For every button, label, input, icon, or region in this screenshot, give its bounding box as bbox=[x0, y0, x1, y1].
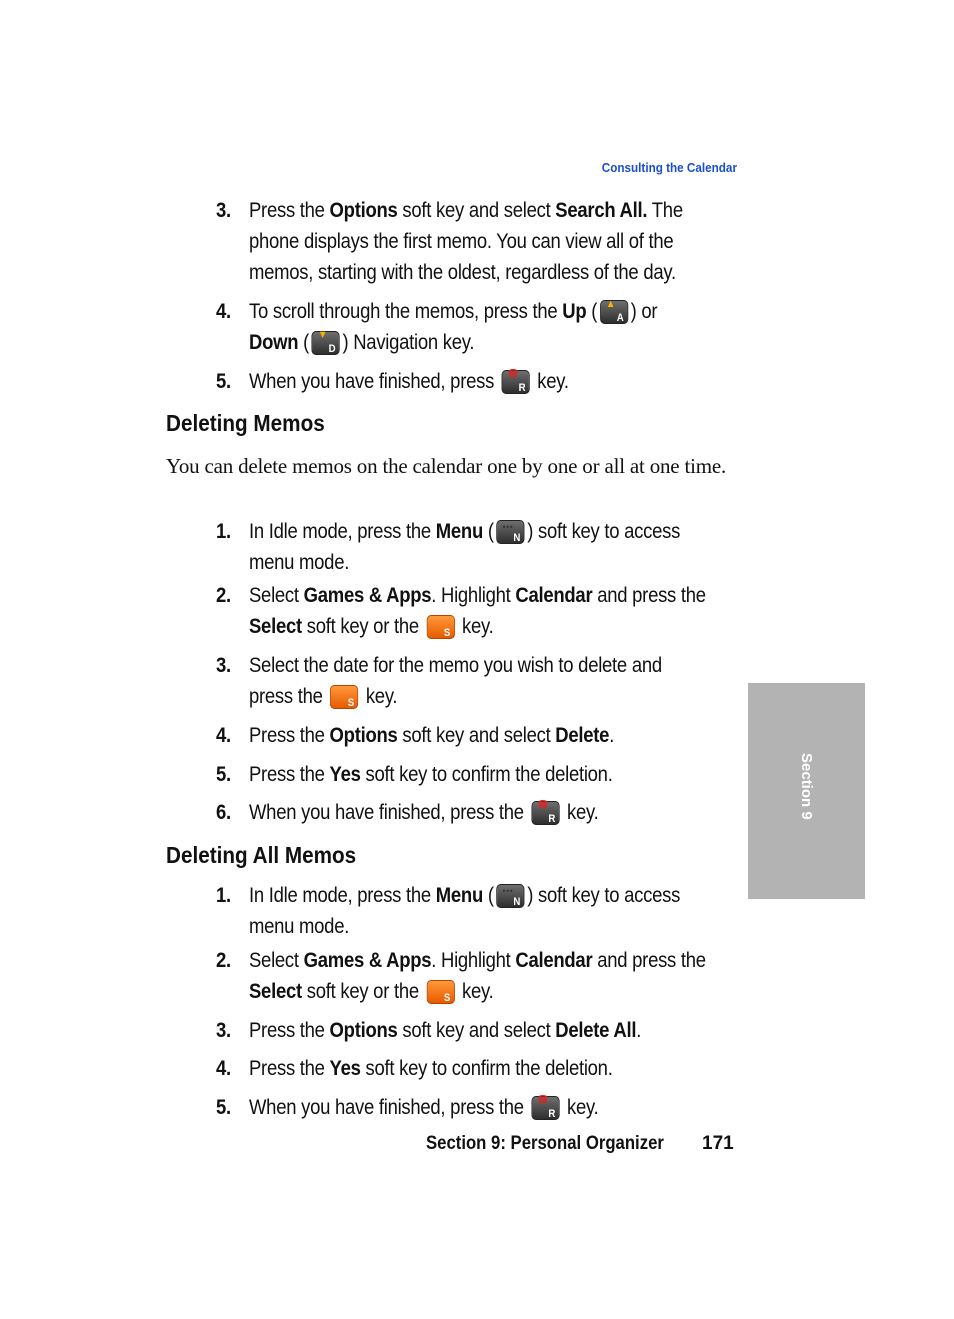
side-tab-label: Section 9 bbox=[798, 753, 815, 820]
step-number: 5. bbox=[216, 763, 231, 786]
step-number: 3. bbox=[216, 654, 231, 677]
end-key-icon: R ☎ bbox=[531, 1096, 559, 1120]
step-number: 3. bbox=[216, 1019, 231, 1042]
step-text-line: Press the Options soft key and select Delete All. bbox=[249, 1019, 642, 1042]
step-text-line: menu mode. bbox=[249, 915, 350, 938]
step-number: 4. bbox=[216, 300, 231, 323]
step-text-line: Select the date for the memo you wish to delete and bbox=[249, 654, 662, 677]
step-number: 1. bbox=[216, 884, 231, 907]
step-number: 5. bbox=[216, 370, 231, 393]
step-text-line: Select Games & Apps. Highlight Calendar and press the bbox=[249, 584, 706, 607]
down-key-icon: D ▼ bbox=[312, 331, 340, 355]
step-text-line: To scroll through the memos, press the Up ( A ▲ ) or bbox=[249, 298, 658, 325]
step-text-line: When you have finished, press the R ☎ key. bbox=[249, 1094, 599, 1121]
ok-key-icon: S bbox=[426, 615, 454, 639]
step-text-line: Press the Options soft key and select Delete. bbox=[249, 724, 615, 747]
step-text-line: phone displays the first memo. You can view all of the bbox=[249, 230, 674, 253]
step-text-line: Press the Yes soft key to confirm the deletion. bbox=[249, 763, 613, 786]
step-number: 6. bbox=[216, 801, 231, 824]
menu-key-icon: ••• N bbox=[496, 884, 524, 908]
step-text-line: Select soft key or the S key. bbox=[249, 615, 494, 640]
step-text-line: Press the Options soft key and select Search All. The bbox=[249, 199, 683, 222]
end-key-icon: R ☎ bbox=[502, 370, 530, 394]
step-text-line: press the S key. bbox=[249, 685, 398, 710]
step-text-line: memos, starting with the oldest, regardless of the day. bbox=[249, 261, 676, 284]
step-text-line: Select Games & Apps. Highlight Calendar and press the bbox=[249, 949, 706, 972]
step-number: 2. bbox=[216, 584, 231, 607]
ok-key-icon: S bbox=[426, 980, 454, 1004]
step-number: 3. bbox=[216, 199, 231, 222]
step-text-line: Press the Yes soft key to confirm the deletion. bbox=[249, 1057, 613, 1080]
step-text-line: In Idle mode, press the Menu ( ••• N ) soft key to access bbox=[249, 520, 681, 545]
page-number: 171 bbox=[702, 1133, 734, 1154]
step-text-line: menu mode. bbox=[249, 551, 350, 574]
step-text-line: When you have finished, press the R ☎ key. bbox=[249, 799, 599, 826]
footer-section-title: Section 9: Personal Organizer bbox=[426, 1133, 664, 1154]
step-number: 4. bbox=[216, 724, 231, 747]
step-text-line: In Idle mode, press the Menu ( ••• N ) soft key to access bbox=[249, 884, 681, 909]
heading-deleting-all-memos: Deleting All Memos bbox=[166, 842, 357, 868]
step-number: 4. bbox=[216, 1057, 231, 1080]
end-key-icon: R ☎ bbox=[531, 801, 559, 825]
step-text-line: Down ( D ▼ ) Navigation key. bbox=[249, 329, 475, 356]
section-side-tab bbox=[748, 683, 865, 899]
intro-paragraph: You can delete memos on the calendar one by one or all at one time. bbox=[166, 454, 727, 478]
up-key-icon: A ▲ bbox=[600, 300, 628, 324]
running-header: Consulting the Calendar bbox=[601, 160, 737, 175]
ok-key-icon: S bbox=[330, 685, 358, 709]
step-number: 5. bbox=[216, 1096, 231, 1119]
step-text-line: When you have finished, press R ☎ key. bbox=[249, 368, 569, 395]
step-number: 2. bbox=[216, 949, 231, 972]
menu-key-icon: ••• N bbox=[496, 520, 524, 544]
step-number: 1. bbox=[216, 520, 231, 543]
step-text-line: Select soft key or the S key. bbox=[249, 980, 494, 1005]
heading-deleting-memos: Deleting Memos bbox=[166, 410, 325, 436]
